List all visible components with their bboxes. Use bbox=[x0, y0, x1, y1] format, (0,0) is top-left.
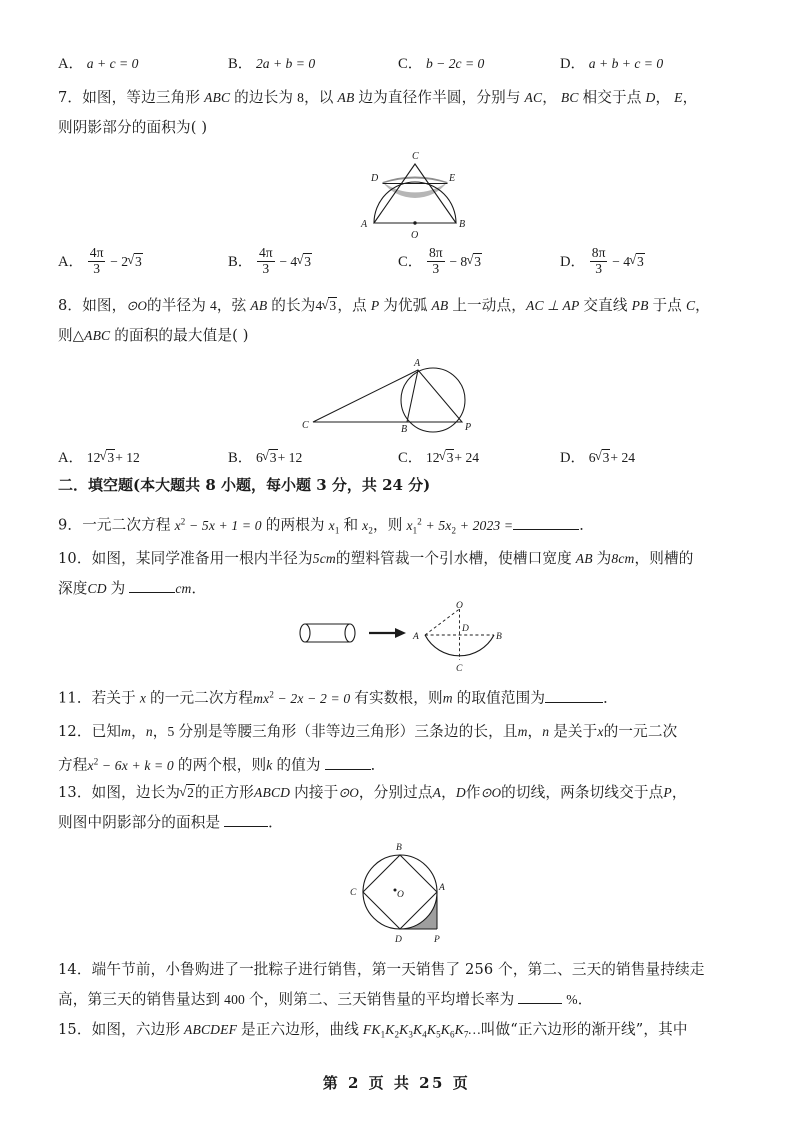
q8-mid3: 的长为 bbox=[271, 297, 316, 314]
q8-l2-tail: 的面积的最大值是( ) bbox=[114, 327, 249, 344]
center-point-o bbox=[413, 221, 416, 224]
q8-p: P bbox=[370, 298, 380, 313]
q8-b-rest: + 12 bbox=[277, 450, 303, 465]
q10-cd: CD bbox=[87, 581, 107, 596]
q7-mid4: 相交于点 bbox=[582, 89, 642, 106]
q8-c-rest: + 24 bbox=[454, 450, 480, 465]
q12-m2: m bbox=[517, 724, 528, 739]
q7-b-sqrt bbox=[297, 253, 312, 270]
q13-c1: ， bbox=[441, 784, 456, 801]
q15-abcdef: ABCDEF bbox=[184, 1022, 238, 1037]
label-a: A bbox=[361, 219, 368, 230]
q12-mid2: 是关于 bbox=[553, 723, 598, 740]
q12-lead: 已知 bbox=[91, 723, 122, 740]
q10-line1 bbox=[58, 549, 748, 568]
q13-side-radicand: 2 bbox=[187, 785, 195, 800]
q7-mid1: 的边长为 bbox=[234, 89, 294, 106]
q7-b-rest: − 4 bbox=[279, 254, 298, 270]
q12-line1 bbox=[58, 722, 748, 741]
q15-line1 bbox=[58, 1020, 748, 1045]
q8-l2-lead: 则△ bbox=[58, 327, 85, 344]
q7-mid2: ，以 bbox=[304, 89, 334, 106]
option-b-text: 2a + b = 0 bbox=[255, 56, 316, 71]
q8-chord-coef: 4 bbox=[315, 298, 323, 313]
q7-option-d-fraction bbox=[590, 246, 608, 276]
q6-options-row bbox=[58, 52, 748, 78]
q10-radius: 5cm bbox=[312, 551, 336, 566]
q10-lead: 如图，某同学准备用一根内半径为 bbox=[91, 550, 313, 567]
q12-c1: ， bbox=[131, 723, 146, 740]
inscribed-square-svg bbox=[333, 832, 483, 950]
arrow-icon bbox=[369, 628, 406, 638]
option-b[interactable] bbox=[228, 52, 315, 73]
q7-option-c-fraction bbox=[427, 246, 445, 276]
q13-line1 bbox=[58, 783, 748, 802]
q11-mid2: 有实数根，则 bbox=[354, 689, 443, 707]
q13-mid4: 作 bbox=[465, 784, 481, 801]
q10-mid2: 为 bbox=[596, 550, 612, 567]
q10-l2-lead: 深度 bbox=[58, 580, 88, 597]
option-d-label: D． bbox=[560, 56, 586, 72]
q8-l2-abc: ABC bbox=[84, 328, 111, 343]
q13-number: 13． bbox=[58, 784, 92, 801]
q7-b-radicand: 3 bbox=[304, 254, 311, 270]
q7-option-c[interactable] bbox=[398, 246, 482, 276]
q12-line2 bbox=[58, 752, 748, 775]
label-a: A bbox=[413, 632, 419, 642]
q14-answer-blank[interactable] bbox=[518, 992, 562, 1004]
label-b: B bbox=[401, 424, 408, 435]
label-p: P bbox=[434, 935, 440, 945]
pipe-icon bbox=[300, 624, 355, 642]
label-o: O bbox=[397, 890, 404, 900]
q13-side-sqrt bbox=[180, 783, 195, 802]
q12-answer-blank[interactable] bbox=[325, 758, 371, 770]
label-a: A bbox=[439, 883, 445, 893]
q14-third-day-amount: 400 bbox=[224, 992, 245, 1007]
q14-l2-lead: 高，第三天的销售量达到 bbox=[58, 991, 221, 1008]
q8-mid6: 上一动点， bbox=[452, 297, 527, 314]
q8-c: C bbox=[685, 298, 696, 313]
q14-line1-text: 端午节前，小鲁购进了一批粽子进行销售，第一天销售了 256 个，第二、三天的销售量持续走 bbox=[91, 961, 705, 978]
label-p: P bbox=[465, 422, 472, 433]
q7-option-c-label: C． bbox=[398, 254, 423, 271]
q8-option-d[interactable] bbox=[560, 446, 635, 467]
q9-x1: $x_1$ bbox=[328, 517, 340, 536]
q7-b-num: 4π bbox=[258, 245, 273, 260]
q9-x2: $x_2$ bbox=[362, 517, 373, 536]
q13-d: D bbox=[455, 785, 466, 800]
shaded-segment bbox=[383, 182, 448, 198]
q10-ab: AB bbox=[575, 551, 593, 566]
q15-mid2: 叫做“正六边形的渐开线”，其中 bbox=[480, 1021, 688, 1038]
label-c: C bbox=[412, 151, 419, 162]
q8-option-c-label: C． bbox=[398, 450, 423, 466]
q8-number: 8． bbox=[58, 297, 83, 314]
q12-l2-lead: 方程 bbox=[58, 756, 88, 774]
q7-e: E bbox=[674, 90, 683, 105]
q13-line2 bbox=[58, 813, 748, 832]
triangle-acp bbox=[313, 370, 462, 422]
q7-d-radicand: 3 bbox=[637, 254, 644, 270]
q7-option-b-fraction bbox=[257, 246, 275, 276]
q12-number: 12． bbox=[58, 723, 92, 740]
q13-abcd: ABCD bbox=[254, 785, 291, 800]
q7-d: D bbox=[645, 90, 656, 105]
q12-five: 5 bbox=[167, 724, 175, 739]
q8-a-coef: 12 bbox=[86, 450, 101, 465]
q7-side-length: 8 bbox=[297, 90, 305, 105]
q11-number: 11． bbox=[58, 689, 92, 707]
q8-mid1: 的半径为 bbox=[147, 297, 206, 314]
label-d: D bbox=[395, 935, 402, 945]
q12-period: ． bbox=[370, 756, 386, 774]
q12-c3: ， bbox=[527, 723, 543, 740]
q13-mid5: 的切线，两条切线交于点 bbox=[501, 784, 664, 801]
q11-mid1: 的一元二次方程 bbox=[149, 689, 254, 707]
q15-lead: 如图，六边形 bbox=[91, 1021, 181, 1038]
q13-period: ． bbox=[268, 814, 283, 831]
q11-line bbox=[58, 685, 748, 708]
q7-options-row bbox=[58, 246, 748, 278]
q8-d-coef: 6 bbox=[588, 450, 596, 465]
option-c[interactable] bbox=[398, 52, 484, 73]
q12-k: k bbox=[266, 757, 273, 773]
q11-period: ． bbox=[603, 689, 618, 707]
page-footer: 第 2 页 共 25 页 bbox=[322, 1074, 471, 1092]
q13-mid2: 内接于 bbox=[294, 784, 339, 801]
q7-line2: 则阴影部分的面积为( ) bbox=[58, 119, 208, 136]
q8-c-radicand: 3 bbox=[446, 450, 454, 465]
semicircle-arc bbox=[374, 182, 456, 223]
q14-period: ． bbox=[577, 991, 593, 1008]
label-a: A bbox=[414, 358, 421, 369]
q8-radius: 4 bbox=[209, 298, 217, 313]
q13-mid3: ，分别过点 bbox=[358, 784, 433, 801]
q10-period: ． bbox=[191, 580, 207, 597]
q12-tail: 的一元二次 bbox=[603, 723, 678, 740]
q7-d-rest: − 4 bbox=[612, 254, 630, 270]
label-b: B bbox=[459, 219, 466, 230]
q11-m: m bbox=[442, 690, 453, 706]
q7-c1: ， bbox=[542, 89, 557, 106]
q10-mid1: 的塑料管裁一个引水槽，使槽口宽度 bbox=[335, 550, 572, 567]
q8-mid7: 交直线 bbox=[583, 297, 628, 314]
q7-bc: BC bbox=[560, 90, 579, 105]
q9-line bbox=[58, 512, 748, 540]
q7-option-a-label: A． bbox=[58, 254, 84, 271]
label-o: O bbox=[456, 601, 463, 611]
option-d[interactable] bbox=[560, 52, 663, 73]
q15-curve: $FK_1K_2K_3K_4K_5K_6K_7\dots$ bbox=[362, 1022, 481, 1040]
q7-d-sqrt bbox=[630, 253, 645, 270]
q9-and: 和 bbox=[343, 516, 359, 534]
q8-c-coef: 12 bbox=[425, 450, 440, 465]
label-c: C bbox=[350, 888, 357, 898]
pipe-trough-svg bbox=[285, 598, 510, 673]
q8-b-coef: 6 bbox=[255, 450, 263, 465]
q12-m: m bbox=[121, 724, 132, 739]
option-a-text: a + c = 0 bbox=[86, 56, 139, 71]
q7-a-den: 3 bbox=[88, 261, 106, 277]
q7-tail: ， bbox=[682, 89, 698, 106]
option-c-label: C． bbox=[398, 56, 423, 72]
q8-mid4: ，点 bbox=[337, 297, 367, 314]
q8-option-a-label: A． bbox=[58, 450, 84, 466]
q8-mid5: 为优弧 bbox=[383, 297, 428, 314]
q12-n: n bbox=[145, 724, 153, 739]
q12-x: x bbox=[597, 724, 604, 739]
q8-tail: ， bbox=[695, 297, 710, 314]
q15-mid1: 是正六边形，曲线 bbox=[241, 1021, 359, 1038]
q7-figure bbox=[330, 142, 500, 242]
q8-chord-radicand: 3 bbox=[329, 298, 337, 313]
q7-option-d[interactable] bbox=[560, 246, 645, 276]
q9-equation: $x^2 - 5x + 1 = 0$ bbox=[174, 516, 262, 533]
q7-a-rest: − 2 bbox=[110, 254, 128, 270]
q7-a-radicand: 3 bbox=[135, 254, 142, 270]
q11-tail: 的取值范围为 bbox=[456, 689, 546, 707]
option-c-text: b − 2c = 0 bbox=[425, 56, 485, 71]
q7-line1 bbox=[58, 88, 748, 107]
q8-figure bbox=[285, 352, 500, 437]
q10-line2 bbox=[58, 579, 748, 598]
q7-c-sqrt bbox=[467, 253, 482, 270]
q10-width: 8cm bbox=[611, 551, 635, 566]
q10-l2-mid: 为 bbox=[110, 580, 126, 597]
option-a[interactable] bbox=[58, 52, 138, 73]
q10-number: 10． bbox=[58, 550, 92, 567]
q7-number: 7． bbox=[58, 89, 83, 106]
q15-number: 15． bbox=[58, 1021, 92, 1038]
equilateral-triangle-semicircle-svg bbox=[330, 142, 500, 242]
q7-d-num: 8π bbox=[591, 245, 606, 260]
q7-option-a-fraction bbox=[88, 246, 106, 276]
q12-equation: $x^2 - 6x + k = 0$ bbox=[87, 756, 174, 773]
q8-option-c[interactable] bbox=[398, 446, 479, 467]
q8-mid2: ，弦 bbox=[216, 297, 247, 314]
q13-tail: ， bbox=[671, 784, 687, 801]
q8-option-d-label: D． bbox=[560, 450, 586, 466]
q7-c-den: 3 bbox=[427, 261, 445, 277]
q8-ab: AB bbox=[250, 298, 268, 313]
q7-c-num: 8π bbox=[428, 245, 443, 260]
q8-option-a[interactable] bbox=[58, 446, 140, 467]
q9-expression: $x_1^2 + 5x_2 + 2023$ = bbox=[406, 516, 514, 536]
q10-figure bbox=[285, 598, 510, 673]
q14-l2-mid: 个，则第二、三天销售量的平均增长率为 bbox=[248, 991, 515, 1008]
q7-option-b[interactable] bbox=[228, 246, 312, 276]
q7-abc: ABC bbox=[204, 90, 231, 105]
q7-option-b-label: B． bbox=[228, 254, 253, 271]
q8-line2 bbox=[58, 326, 748, 345]
q8-ab2: AB bbox=[431, 298, 449, 313]
q10-tail: ，则槽的 bbox=[634, 550, 694, 567]
q9-answer-blank[interactable] bbox=[513, 518, 579, 530]
segment-ab bbox=[407, 370, 418, 422]
q8-a-sqrt bbox=[100, 449, 115, 466]
q8-option-b[interactable] bbox=[228, 446, 302, 467]
q9-lead: 一元二次方程 bbox=[82, 516, 171, 534]
option-a-label: A． bbox=[58, 56, 84, 72]
q13-answer-blank[interactable] bbox=[224, 815, 268, 827]
q11-x: x bbox=[139, 690, 146, 706]
q8-line1 bbox=[58, 296, 748, 315]
q8-a-radicand: 3 bbox=[107, 450, 115, 465]
q10-unit: cm bbox=[175, 581, 192, 596]
q12-l2-tail: 的值为 bbox=[276, 756, 321, 774]
q8-circle-o: ⊙O bbox=[126, 298, 148, 313]
label-d: D bbox=[462, 624, 469, 634]
q7-ac: AC bbox=[524, 90, 543, 105]
label-c: C bbox=[456, 664, 463, 673]
q8-option-b-label: B． bbox=[228, 450, 253, 466]
label-e: E bbox=[449, 173, 456, 184]
q14-line2 bbox=[58, 990, 748, 1009]
q13-circle-o2: ⊙O bbox=[480, 785, 502, 800]
q8-a-rest: + 12 bbox=[115, 450, 140, 465]
q8-chord-sqrt bbox=[322, 296, 337, 315]
q8-b-radicand: 3 bbox=[269, 450, 277, 465]
q7-d-den: 3 bbox=[590, 261, 608, 277]
q7-mid3: 边为直径作半圆，分别与 bbox=[358, 89, 521, 106]
q8-pb: PB bbox=[631, 298, 649, 313]
q13-p: P bbox=[663, 785, 672, 800]
q8-b-sqrt bbox=[263, 449, 278, 466]
q8-mid8: 于点 bbox=[652, 297, 682, 314]
q13-circle-o: ⊙O bbox=[338, 785, 359, 800]
q7-option-a[interactable] bbox=[58, 246, 143, 276]
q7-c-rest: − 8 bbox=[449, 254, 468, 270]
q13-l2-lead: 则图中阴影部分的面积是 bbox=[58, 814, 221, 831]
q12-mid: 分别是等腰三角形（非等边三角形）三条边的长，且 bbox=[178, 723, 518, 740]
label-c: C bbox=[302, 420, 309, 431]
q13-figure bbox=[333, 832, 483, 950]
q9-mid1: 的两根为 bbox=[265, 516, 325, 534]
q11-answer-blank[interactable] bbox=[545, 691, 603, 703]
label-o: O bbox=[411, 230, 419, 241]
q13-mid1: 的正方形 bbox=[195, 784, 255, 801]
option-d-text: a + b + c = 0 bbox=[588, 56, 664, 71]
q14-number: 14． bbox=[58, 961, 92, 978]
option-b-label: B． bbox=[228, 56, 253, 72]
q7-c-radicand: 3 bbox=[474, 254, 481, 270]
q8-d-sqrt bbox=[596, 449, 611, 466]
q7-a-sqrt bbox=[128, 253, 143, 270]
label-b: B bbox=[496, 632, 502, 642]
q12-l2-mid: 的两个根，则 bbox=[177, 756, 267, 774]
q13-lead: 如图，边长为 bbox=[91, 784, 181, 801]
q7-c2: ， bbox=[655, 89, 671, 106]
q8-d-radicand: 3 bbox=[602, 450, 610, 465]
q10-answer-blank[interactable] bbox=[129, 581, 175, 593]
q11-equation: $mx^2 - 2x - 2 = 0$ bbox=[253, 689, 351, 706]
q8-c-sqrt bbox=[440, 449, 455, 466]
q8-perp: AC ⊥ AP bbox=[526, 298, 580, 313]
q12-n2: n bbox=[542, 724, 550, 739]
circle-triangle-svg bbox=[285, 352, 500, 437]
q7-a-num: 4π bbox=[89, 245, 104, 260]
q7-lead: 如图，等边三角形 bbox=[82, 89, 201, 106]
radius-oa-dashed bbox=[425, 609, 460, 635]
q11-lead: 若关于 bbox=[91, 689, 136, 707]
section-2-heading: 二．填空题(本大题共 8 小题，每小题 3 分，共 24 分) bbox=[58, 476, 431, 494]
q8-options-row bbox=[58, 446, 748, 472]
q14-percent-sign: % bbox=[566, 992, 578, 1007]
q9-period: ． bbox=[579, 516, 594, 534]
q13-a: A bbox=[432, 785, 442, 800]
label-b: B bbox=[396, 843, 402, 853]
q7-b-den: 3 bbox=[257, 261, 275, 277]
q12-c2: ， bbox=[152, 723, 168, 740]
q7-ab: AB bbox=[337, 90, 355, 105]
q8-d-rest: + 24 bbox=[610, 450, 636, 465]
q9-number: 9． bbox=[58, 516, 83, 534]
q9-mid2: ，则 bbox=[372, 516, 403, 534]
q7-option-d-label: D． bbox=[560, 254, 586, 271]
q8-lead: 如图， bbox=[82, 297, 127, 314]
label-d: D bbox=[371, 173, 379, 184]
q14-line1 bbox=[58, 960, 748, 979]
